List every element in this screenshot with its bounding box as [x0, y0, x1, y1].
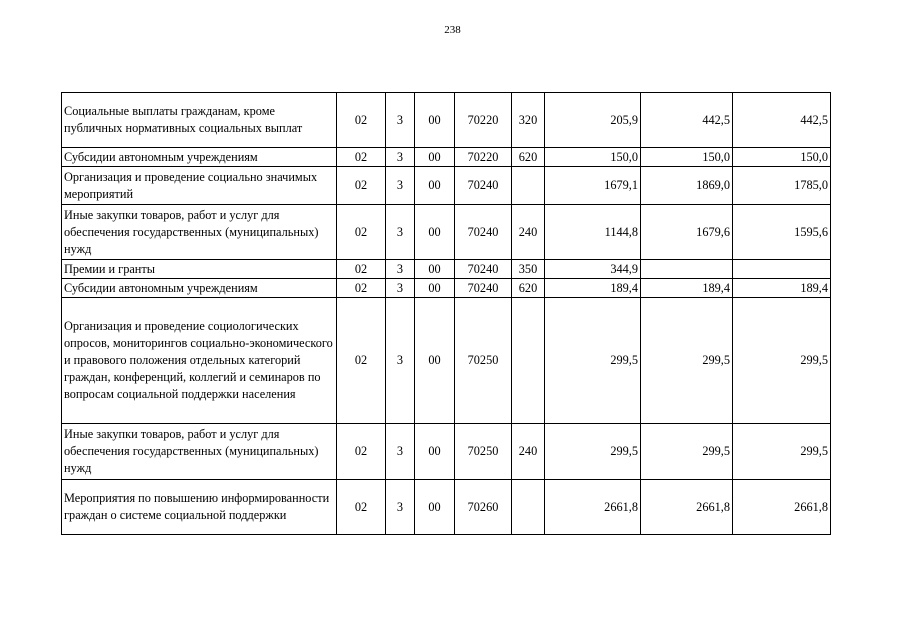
row-program-code: 3 [386, 279, 415, 298]
row-expense-type: 240 [512, 205, 545, 260]
row-section-code: 02 [337, 260, 386, 279]
row-expense-type [512, 480, 545, 535]
row-value-3: 442,5 [733, 93, 831, 148]
row-program-code: 3 [386, 260, 415, 279]
row-value-2: 299,5 [641, 298, 733, 424]
table-row [62, 424, 831, 480]
row-direction-code: 70220 [455, 148, 512, 167]
row-value-2: 1869,0 [641, 167, 733, 205]
row-value-1: 344,9 [545, 260, 641, 279]
row-subprogram-code: 00 [415, 260, 455, 279]
row-value-3: 1785,0 [733, 167, 831, 205]
row-program-code: 3 [386, 93, 415, 148]
row-value-1: 205,9 [545, 93, 641, 148]
row-section-code: 02 [337, 148, 386, 167]
row-direction-code: 70220 [455, 93, 512, 148]
row-name: Премии и гранты [62, 260, 337, 279]
row-name: Субсидии автономным учреждениям [62, 148, 337, 167]
row-program-code: 3 [386, 148, 415, 167]
row-value-1: 150,0 [545, 148, 641, 167]
row-value-3: 2661,8 [733, 480, 831, 535]
row-value-2: 150,0 [641, 148, 733, 167]
table-row [62, 93, 831, 148]
table-row [62, 298, 831, 424]
row-value-1: 299,5 [545, 298, 641, 424]
row-expense-type: 620 [512, 148, 545, 167]
row-expense-type [512, 167, 545, 205]
row-section-code: 02 [337, 205, 386, 260]
row-value-3: 150,0 [733, 148, 831, 167]
row-subprogram-code: 00 [415, 93, 455, 148]
row-direction-code: 70250 [455, 424, 512, 480]
row-value-2 [641, 260, 733, 279]
row-expense-type: 620 [512, 279, 545, 298]
row-value-1: 189,4 [545, 279, 641, 298]
row-subprogram-code: 00 [415, 205, 455, 260]
row-value-2: 299,5 [641, 424, 733, 480]
row-program-code: 3 [386, 298, 415, 424]
row-section-code: 02 [337, 167, 386, 205]
row-expense-type: 350 [512, 260, 545, 279]
row-section-code: 02 [337, 298, 386, 424]
row-value-1: 1144,8 [545, 205, 641, 260]
row-subprogram-code: 00 [415, 279, 455, 298]
row-value-1: 1679,1 [545, 167, 641, 205]
row-expense-type: 240 [512, 424, 545, 480]
table-row [62, 279, 831, 298]
row-direction-code: 70240 [455, 205, 512, 260]
row-direction-code: 70240 [455, 279, 512, 298]
row-section-code: 02 [337, 279, 386, 298]
row-name: Социальные выплаты гражданам, кроме публичных нормативных социальных выплат [62, 93, 337, 148]
row-value-2: 189,4 [641, 279, 733, 298]
row-section-code: 02 [337, 424, 386, 480]
row-program-code: 3 [386, 424, 415, 480]
row-section-code: 02 [337, 93, 386, 148]
row-section-code: 02 [337, 480, 386, 535]
row-value-1: 2661,8 [545, 480, 641, 535]
row-value-3: 189,4 [733, 279, 831, 298]
row-value-2: 1679,6 [641, 205, 733, 260]
row-value-3: 299,5 [733, 298, 831, 424]
row-name: Организация и проведение социально значимых мероприятий [62, 167, 337, 205]
row-value-2: 2661,8 [641, 480, 733, 535]
row-subprogram-code: 00 [415, 167, 455, 205]
row-direction-code: 70250 [455, 298, 512, 424]
page-number: 238 [444, 24, 461, 36]
row-direction-code: 70240 [455, 260, 512, 279]
row-name: Мероприятия по повышению информированности граждан о системе социальной поддержки [62, 480, 337, 535]
row-name: Субсидии автономным учреждениям [62, 279, 337, 298]
table-row [62, 148, 831, 167]
row-program-code: 3 [386, 480, 415, 535]
table-row [62, 260, 831, 279]
row-value-1: 299,5 [545, 424, 641, 480]
budget-table [61, 92, 831, 535]
row-direction-code: 70260 [455, 480, 512, 535]
table-row [62, 205, 831, 260]
row-program-code: 3 [386, 167, 415, 205]
row-name: Организация и проведение социологических опросов, мониторингов социально-экономического и правового положения отдельных категорий граждан, конференций, коллегий и семинаров по вопросам социальной поддержки населения [62, 298, 337, 424]
row-direction-code: 70240 [455, 167, 512, 205]
row-program-code: 3 [386, 205, 415, 260]
row-expense-type: 320 [512, 93, 545, 148]
row-value-3: 299,5 [733, 424, 831, 480]
row-value-2: 442,5 [641, 93, 733, 148]
row-subprogram-code: 00 [415, 298, 455, 424]
row-value-3: 1595,6 [733, 205, 831, 260]
table-row [62, 167, 831, 205]
row-subprogram-code: 00 [415, 480, 455, 535]
row-name: Иные закупки товаров, работ и услуг для обеспечения государственных (муниципальных) нужд [62, 205, 337, 260]
row-subprogram-code: 00 [415, 424, 455, 480]
table-row [62, 480, 831, 535]
row-value-3 [733, 260, 831, 279]
row-name: Иные закупки товаров, работ и услуг для обеспечения государственных (муниципальных) нужд [62, 424, 337, 480]
row-subprogram-code: 00 [415, 148, 455, 167]
row-expense-type [512, 298, 545, 424]
